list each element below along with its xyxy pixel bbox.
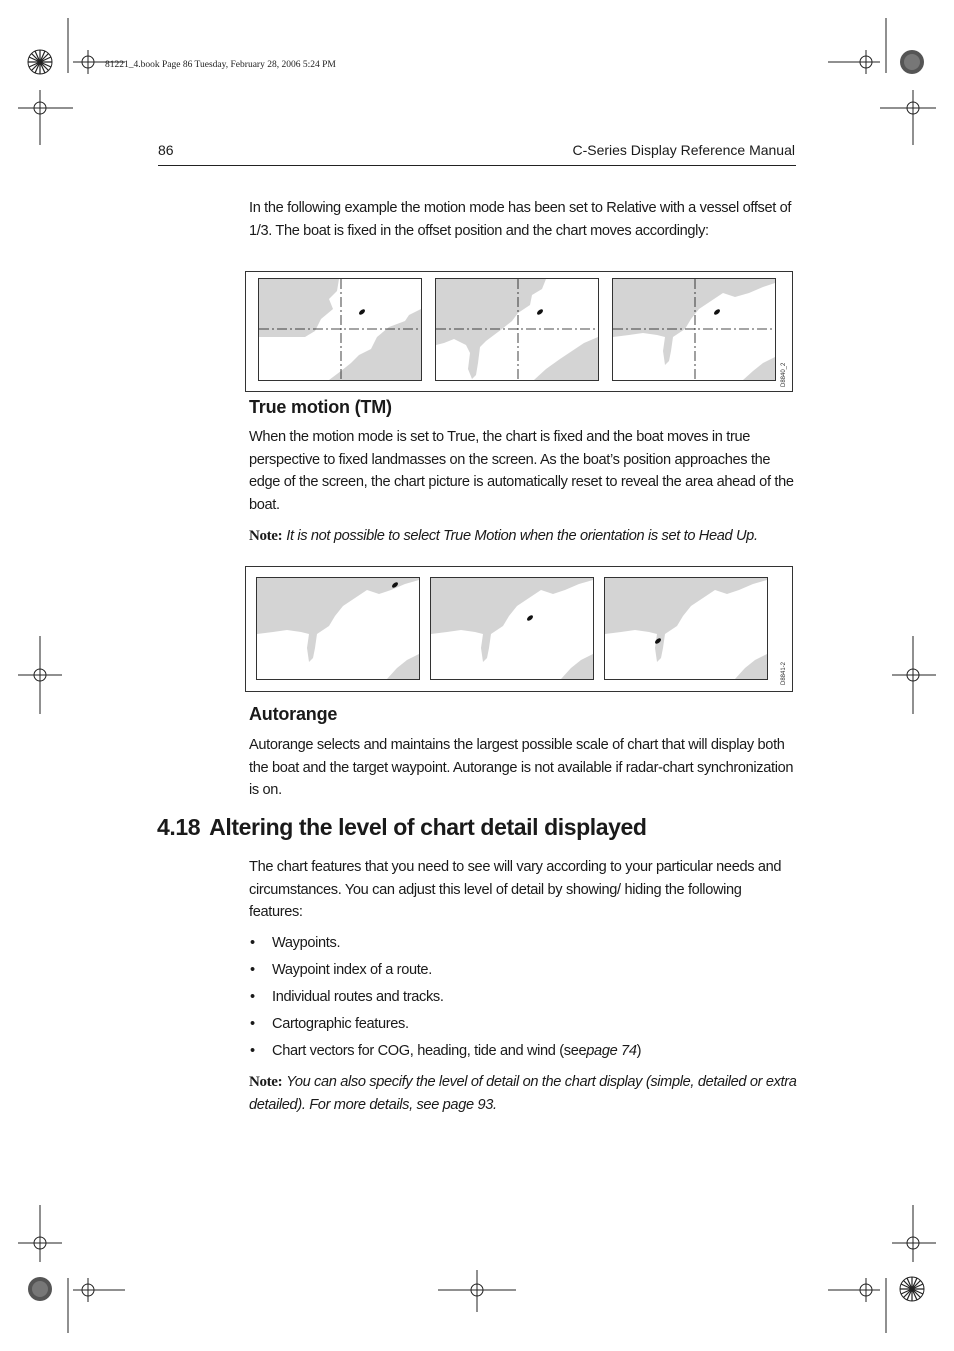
section-heading: [157, 814, 647, 841]
header-rule: [158, 165, 796, 166]
bullet-icon: •: [250, 1043, 255, 1059]
chart-panel-2: [435, 278, 599, 381]
intro-paragraph: In the following example the motion mode has been set to Relative with a vessel offset of 1/3. The boat is fixed in the offset position and the chart moves accordingly:: [249, 200, 792, 239]
tm-chart-panel-3: [604, 577, 768, 680]
chart-panel-3: [612, 278, 776, 381]
page-74-link[interactable]: page 74: [586, 1043, 637, 1059]
note-text: You can also specify the level of detail on the chart display (simple, detailed or extra detailed). For more details, see page 93.: [249, 1074, 797, 1113]
figure-id-2: D8841-2: [781, 661, 787, 685]
running-title: C-Series Display Reference Manual: [572, 142, 795, 158]
note-text: It is not possible to select True Motion when the orientation is set to Head Up.: [286, 528, 758, 544]
true-motion-figure: [245, 566, 793, 692]
bullet-icon: •: [250, 989, 255, 1005]
section-number: 4.18: [157, 814, 201, 840]
relative-motion-figure: [245, 271, 793, 392]
detail-note: [249, 1071, 797, 1116]
tm-chart-panel-2: [430, 577, 594, 680]
feature-list: [249, 932, 797, 1067]
figure-id-1: D8840_2: [781, 362, 787, 387]
list-item: • Waypoint index of a route.: [249, 959, 797, 986]
note-label: Note:: [249, 528, 283, 544]
true-motion-heading: True motion (TM): [249, 397, 392, 417]
section-title: Altering the level of chart detail displayed: [209, 814, 647, 840]
list-item: • Waypoints.: [249, 932, 797, 959]
bullet-icon: •: [250, 962, 255, 978]
book-stamp: 81221_4.book Page 86 Tuesday, February 28, 2006 5:24 PM: [105, 60, 336, 70]
section-intro: The chart features that you need to see will vary according to your particular needs and circumstances. You can adjust this level of detail by showing/ hiding the following features:: [249, 859, 782, 920]
list-item: • Cartographic features.: [249, 1013, 797, 1040]
true-motion-body: When the motion mode is set to True, the chart is fixed and the boat moves in true perspective to fixed landmasses on the screen. As the boat’s position approaches the edge of the screen, the chart picture is automatically reset to reveal the area ahead of the boat.: [249, 429, 794, 513]
page-number: 86: [158, 142, 174, 158]
true-motion-note: [249, 525, 797, 548]
chart-panel-1: [258, 278, 422, 381]
bullet-icon: •: [250, 935, 255, 951]
autorange-heading: Autorange: [249, 704, 338, 724]
tm-chart-panel-1: [256, 577, 420, 680]
list-item: • Individual routes and tracks.: [249, 986, 797, 1013]
note-label: Note:: [249, 1074, 283, 1090]
autorange-body: Autorange selects and maintains the largest possible scale of chart that will display both the boat and the target waypoint. Autorange is not available if radar-chart synchronization is on.: [249, 737, 794, 798]
bullet-icon: •: [250, 1016, 255, 1032]
list-item: • Chart vectors for COG, heading, tide and wind (seepage 74): [249, 1040, 797, 1067]
